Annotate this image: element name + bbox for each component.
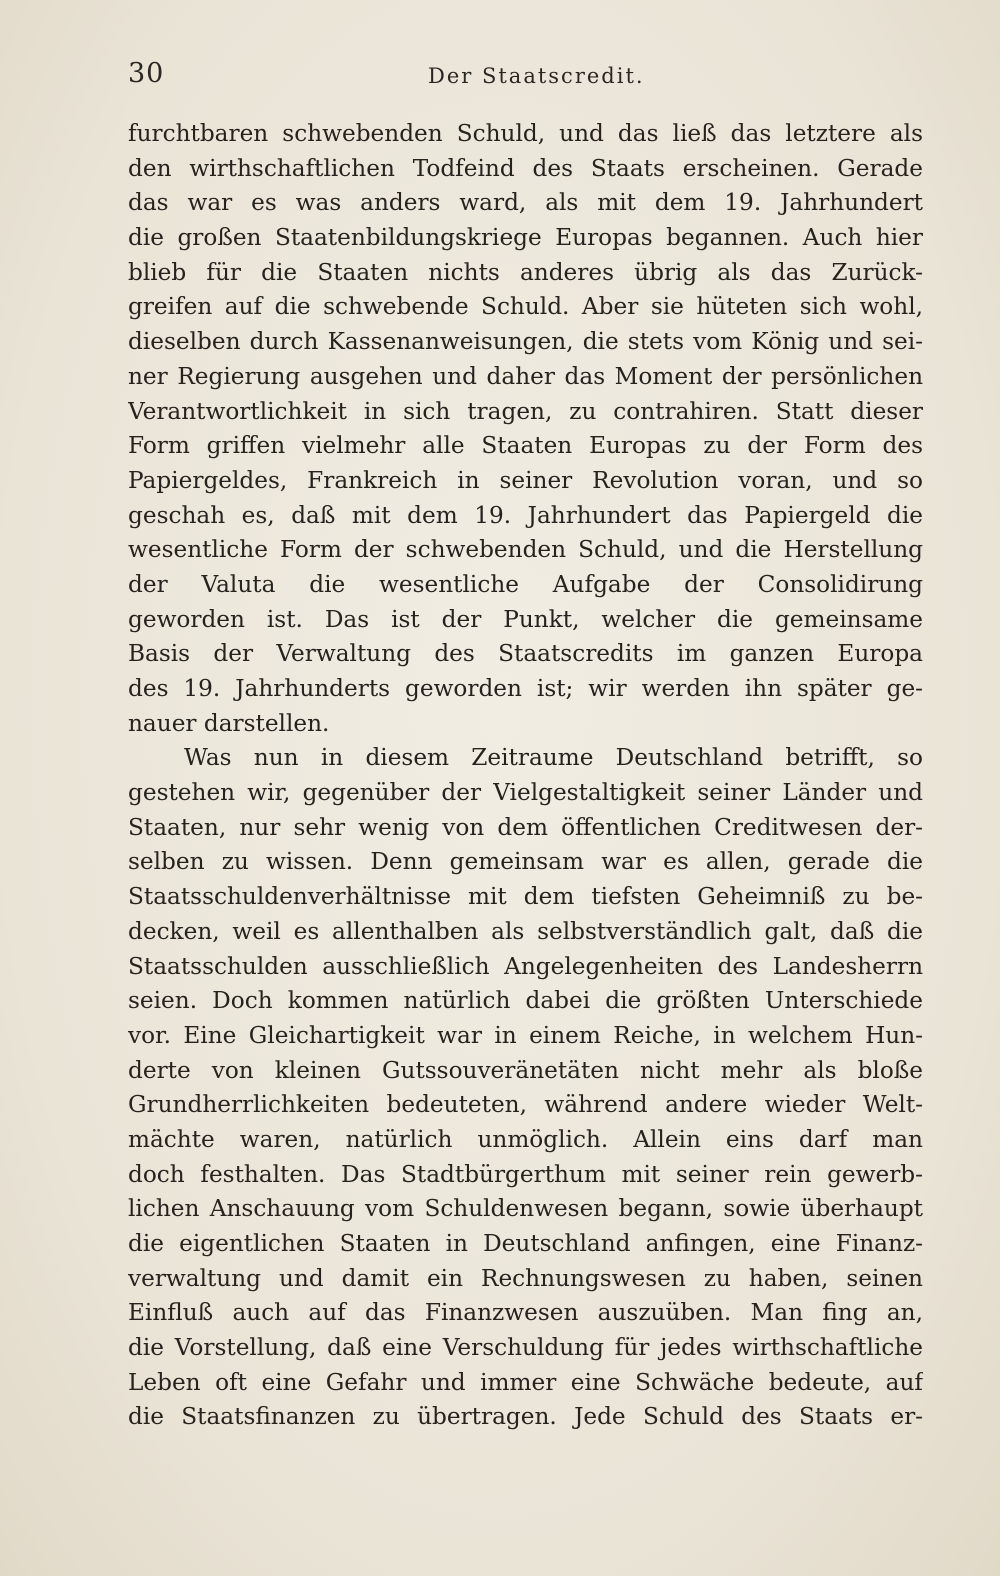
text-line: ner Regierung ausgehen und daher das Moment der persönlichen	[128, 362, 923, 390]
text-line: furchtbaren schwebenden Schuld, und das ließ das letztere als	[128, 120, 923, 147]
text-line: derte von kleinen Gutssouveränetäten nicht mehr als bloße	[128, 1056, 923, 1084]
text-line: Verantwortlichkeit in sich tragen, zu contrahiren. Statt dieser	[128, 397, 923, 425]
text-line: Staatsschuldenverhältnisse mit dem tiefsten Geheimniß zu be-	[128, 883, 923, 911]
text-line: lichen Anschauung vom Schuldenwesen begann, sowie überhaupt	[128, 1195, 923, 1223]
text-line: wesentliche Form der schwebenden Schuld, und die Herstellung	[128, 536, 923, 564]
text-line: verwaltung und damit ein Rechnungswesen zu haben, seinen	[128, 1264, 923, 1292]
text-line: mächte waren, natürlich unmöglich. Allein eins darf man	[128, 1125, 923, 1153]
text-line: greifen auf die schwebende Schuld. Aber sie hüteten sich wohl,	[128, 293, 923, 321]
text-line: geworden ist. Das ist der Punkt, welcher die gemeinsame	[128, 605, 923, 633]
text-line: Form griffen vielmehr alle Staaten Europas zu der Form des	[128, 432, 923, 460]
text-line: Leben oft eine Gefahr und immer eine Schwäche bedeute, auf	[128, 1368, 923, 1396]
text-line: dieselben durch Kassenanweisungen, die stets vom König und sei-	[128, 328, 923, 356]
text-line: die Vorstellung, daß eine Verschuldung für jedes wirthschaftliche	[128, 1334, 923, 1362]
text-line: Staaten, nur sehr wenig von dem öffentlichen Creditwesen der-	[128, 813, 923, 841]
text-line: Grundherrlichkeiten bedeuteten, während andere wieder Welt-	[128, 1091, 923, 1119]
text-line: der Valuta die wesentliche Aufgabe der Consolidirung	[128, 570, 923, 598]
text-line: seien. Doch kommen natürlich dabei die größten Unterschiede	[128, 987, 923, 1015]
text-line: die Staatsfinanzen zu übertragen. Jede Schuld des Staats er-	[128, 1403, 923, 1431]
text-line: die großen Staatenbildungskriege Europas begannen. Auch hier	[128, 224, 923, 252]
text-line: decken, weil es allenthalben als selbstverständlich galt, daß die	[128, 917, 923, 945]
text-line: Staatsschulden ausschließlich Angelegenheiten des Landesherrn	[128, 952, 923, 980]
text-line: geschah es, daß mit dem 19. Jahrhundert das Papiergeld die	[128, 501, 923, 529]
running-title: Der Staatscredit.	[428, 64, 645, 88]
page-number: 30	[128, 58, 165, 89]
text-line: das war es was anders ward, als mit dem 19. Jahrhundert	[128, 189, 923, 217]
text-line: doch festhalten. Das Stadtbürgerthum mit seiner rein gewerb-	[128, 1160, 923, 1188]
text-line: Papiergeldes, Frankreich in seiner Revolution voran, und so	[128, 466, 923, 494]
text-line: selben zu wissen. Denn gemeinsam war es allen, gerade die	[128, 848, 923, 876]
text-line: blieb für die Staaten nichts anderes übrig als das Zurück-	[128, 258, 923, 286]
paragraph-first-line: Was nun in diesem Zeitraume Deutschland betrifft, so	[184, 744, 923, 772]
text-line: die eigentlichen Staaten in Deutschland anfingen, eine Finanz-	[128, 1230, 923, 1257]
text-line: Einfluß auch auf das Finanzwesen auszuüben. Man fing an,	[128, 1299, 923, 1327]
body-text	[128, 117, 923, 1435]
page-header	[128, 58, 923, 98]
text-line: gestehen wir, gegenüber der Vielgestaltigkeit seiner Länder und	[128, 779, 923, 807]
text-line: nauer darstellen.	[128, 709, 330, 737]
text-line: vor. Eine Gleichartigkeit war in einem Reiche, in welchem Hun-	[128, 1021, 923, 1049]
text-line: Basis der Verwaltung des Staatscredits im ganzen Europa	[128, 640, 923, 668]
text-line: des 19. Jahrhunderts geworden ist; wir werden ihn später ge-	[128, 675, 923, 702]
text-line: den wirthschaftlichen Todfeind des Staats erscheinen. Gerade	[128, 154, 923, 182]
